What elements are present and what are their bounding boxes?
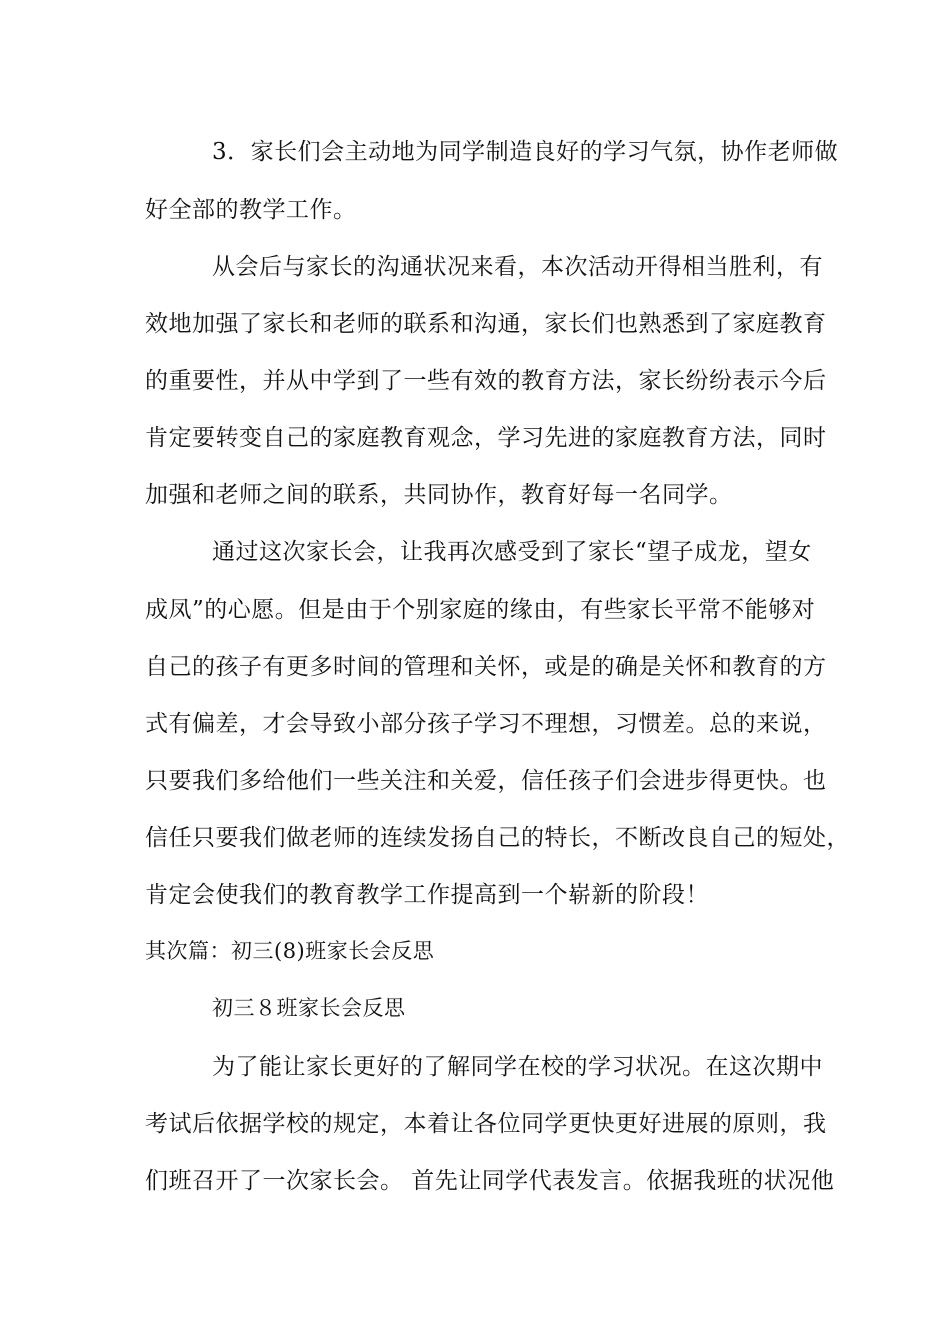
paragraph-line: 好全部的教学工作。: [145, 197, 357, 223]
paragraph-line: 的重要性，并从中学到了一些有效的教育方法，家长纷纷表示今后: [145, 368, 827, 394]
paragraph-line: 效地加强了家长和老师的联系和沟通，家长们也熟悉到了家庭教育: [145, 311, 827, 337]
paragraph-line: 只要我们多给他们一些关注和关爱，信任孩子们会进步得更快。也: [145, 768, 827, 794]
paragraph-line: 从会后与家长的沟通状况来看，本次活动开得相当胜利，有: [212, 254, 823, 280]
paragraph-line: 肯定要转变自己的家庭教育观念，学习先进的家庭教育方法，同时: [145, 425, 827, 451]
paragraph-line: 为了能让家长更好的了解同学在校的学习状况。在这次期中: [212, 1054, 823, 1080]
paragraph-line: 加强和老师之间的联系，共同协作，教育好每一名同学。: [145, 482, 733, 508]
paragraph-line: 自己的孩子有更多时间的管理和关怀，或是的确是关怀和教育的方: [145, 654, 827, 680]
paragraph-line: 3．家长们会主动地为同学制造良好的学习气氛，协作老师做: [212, 139, 839, 165]
paragraph-line: 肯定会使我们的教育教学工作提高到一个崭新的阶段！: [145, 882, 709, 908]
paragraph-line: 考试后依据学校的规定，本着让各位同学更快更好进展的原则，我: [145, 1111, 827, 1137]
paragraph-line: 通过这次家长会，让我再次感受到了家长“望子成龙，望女: [212, 539, 812, 565]
section-heading: 其次篇：初三(8)班家长会反思: [145, 939, 435, 963]
paragraph-line: 成凤”的心愿。但是由于个别家庭的缘由，有些家长平常不能够对: [145, 597, 816, 623]
paragraph-line: 们班召开了一次家长会。 首先让同学代表发言。依据我班的状况他: [145, 1168, 835, 1194]
section-subtitle: 初三８班家长会反思: [212, 996, 406, 1020]
paragraph-line: 式有偏差，才会导致小部分孩子学习不理想，习惯差。总的来说，: [145, 711, 827, 737]
paragraph-line: 信任只要我们做老师的连续发扬自己的特长，不断改良自己的短处，: [145, 825, 850, 851]
